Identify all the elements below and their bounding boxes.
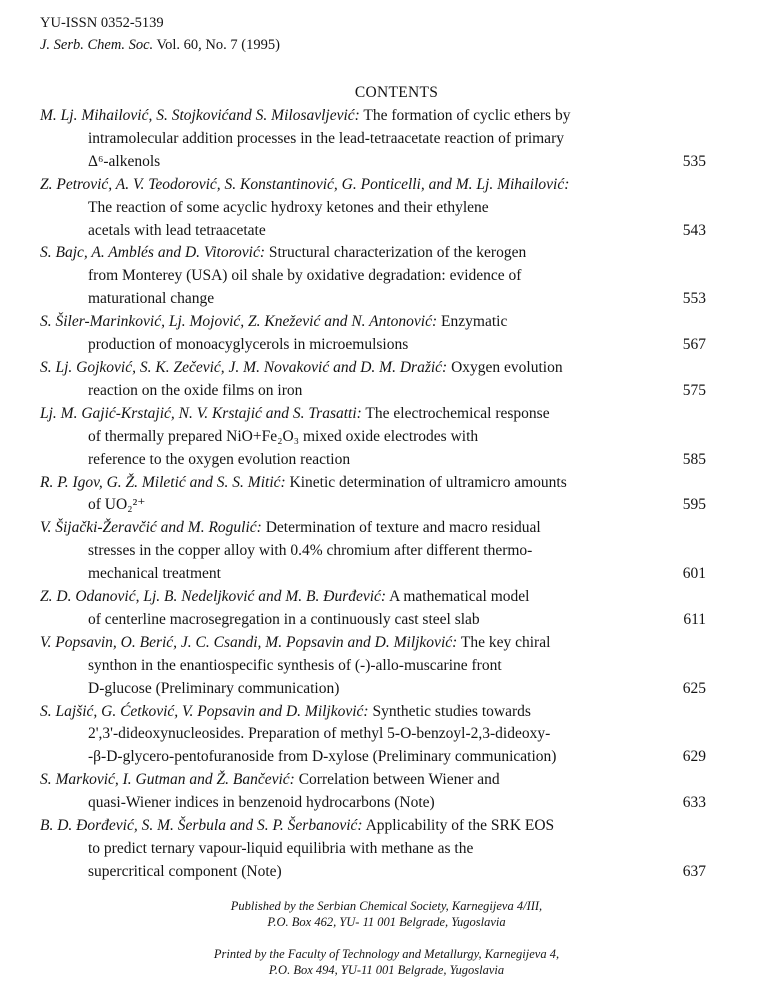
- entry-title-line: [40, 380, 710, 403]
- entry-page-number: 567: [682, 336, 706, 354]
- entry-page-number: 601: [682, 565, 706, 583]
- entry-title-text: maturational change: [88, 290, 215, 308]
- entry-first-line: [40, 815, 710, 838]
- publisher-note: [0, 898, 773, 930]
- entry-authors: Lj. M. Gajić-Krstajić, N. V. Krstajić and S. Trasatti:: [40, 404, 362, 422]
- entry-title-text: The reaction of some acyclic hydroxy ketones and their ethylene: [88, 198, 489, 216]
- printer-line-1: Printed by the Faculty of Technology and Metallurgy, Karnegijeva 4,: [213, 947, 560, 961]
- entry-title-text: synthon in the enantiospecific synthesis of (-)-allo-muscarine front: [88, 656, 502, 674]
- toc-entry: [40, 632, 710, 701]
- entry-page-number: 625: [682, 679, 706, 697]
- journal-header: [40, 12, 280, 56]
- printer-line-2: P.O. Box 494, YU-11 001 Belgrade, Yugoslavia: [268, 963, 505, 977]
- entry-authors: R. P. Igov, G. Ž. Miletić and S. S. Mitić:: [40, 473, 286, 491]
- entry-authors: V. Popsavin, O. Berić, J. C. Csandi, M. Popsavin and D. Miljković:: [40, 633, 458, 651]
- entry-title-text: Δ⁶-alkenols: [88, 152, 161, 170]
- toc-entry: [40, 403, 710, 472]
- entry-title-line: [40, 151, 710, 174]
- entry-authors: S. Bajc, A. Amblés and D. Vitorović:: [40, 244, 265, 262]
- entry-first-line: [40, 242, 710, 265]
- entry-authors: B. D. Đorđević, S. M. Šerbula and S. P. Šerbanović:: [40, 817, 363, 835]
- entry-first-line: [40, 105, 710, 128]
- entry-first-line: [40, 632, 710, 655]
- entry-page-number: 637: [682, 862, 706, 880]
- entry-page-number: 575: [682, 381, 706, 399]
- entry-page-number: 543: [682, 221, 706, 239]
- entry-title-text: reaction on the oxide films on iron: [88, 381, 303, 399]
- entry-title-line: [40, 265, 710, 288]
- entry-title-line: [40, 746, 710, 769]
- printer-note: [0, 946, 773, 978]
- entry-title-line: [40, 449, 710, 472]
- entry-authors: Z. D. Odanović, Lj. B. Nedeljković and M. B. Đurđević:: [40, 588, 387, 606]
- entry-title-text: to predict ternary vapour-liquid equilibria with methane as the: [88, 840, 474, 857]
- toc-entry: [40, 472, 710, 518]
- entry-title-text: D-glucose (Preliminary communication): [88, 679, 340, 697]
- entry-title-text: intramolecular addition processes in the lead-tetraacetate reaction of primary: [88, 129, 564, 147]
- journal-volume: Vol. 60, No. 7 (1995): [156, 37, 280, 53]
- entry-title-text: reference to the oxygen evolution reaction: [88, 450, 351, 468]
- toc-entry: [40, 357, 710, 403]
- entry-title-line: [40, 563, 710, 586]
- entry-authors: S. Lajšić, G. Ćetković, V. Popsavin and D. Miljković:: [40, 702, 369, 720]
- entry-first-line: [40, 311, 710, 334]
- entry-page-number: 553: [682, 290, 706, 308]
- toc-entry: [40, 242, 710, 311]
- entry-title-line: [40, 723, 710, 746]
- entry-page-number: 633: [682, 794, 706, 812]
- entry-title-text: A mathematical model: [386, 588, 530, 606]
- entry-title-text: The formation of cyclic ethers by: [359, 107, 571, 124]
- toc-entry: [40, 517, 710, 586]
- toc-entry: [40, 311, 710, 357]
- entry-authors: M. Lj. Mihailović, S. Stojkovićand S. Milosavljević:: [40, 107, 360, 124]
- entry-title-line: [40, 494, 710, 517]
- entry-page-number: 585: [682, 450, 706, 468]
- entry-title-text: 2',3'-dideoxynucleosides. Preparation of methyl 5-O-benzoyl-2,3-dideoxy-: [88, 725, 551, 743]
- toc-entry: [40, 701, 710, 770]
- entry-title-text: -β-D-glycero-pentofuranoside from D-xylose (Preliminary communication): [88, 748, 557, 766]
- entry-title-text: Structural characterization of the kerogen: [265, 244, 527, 262]
- entry-title-text: Determination of texture and macro residual: [261, 519, 541, 537]
- entry-first-line: [40, 769, 710, 792]
- entry-title-line: [40, 220, 710, 243]
- entry-title-line: [40, 288, 710, 311]
- entry-first-line: [40, 403, 710, 426]
- issn-line: YU-ISSN 0352-5139: [40, 15, 164, 31]
- entry-title-line: [40, 678, 710, 701]
- entry-title-line: [40, 197, 710, 220]
- entry-authors: S. Lj. Gojković, S. K. Zečević, J. M. Novaković and D. M. Dražić:: [40, 358, 448, 376]
- toc-entry: [40, 105, 710, 174]
- entry-title-text: from Monterey (USA) oil shale by oxidative degradation: evidence of: [88, 267, 522, 285]
- entry-title-text: quasi-Wiener indices in benzenoid hydrocarbons (Note): [88, 794, 435, 812]
- entry-first-line: [40, 586, 710, 609]
- publisher-line-1: Published by the Serbian Chemical Society, Karnegijeva 4/III,: [230, 899, 543, 913]
- entry-title-text: The electrochemical response: [361, 404, 550, 422]
- entry-title-text: The key chiral: [457, 633, 551, 651]
- entry-title-text: Applicability of the SRK EOS: [362, 817, 555, 835]
- toc-entry: [40, 174, 710, 243]
- toc-entry: [40, 586, 710, 632]
- entry-authors: S. Šiler-Marinković, Lj. Mojović, Z. Knežević and N. Antonović:: [40, 313, 438, 331]
- entry-authors: S. Marković, I. Gutman and Ž. Bančević:: [40, 771, 295, 789]
- entry-title-text: acetals with lead tetraacetate: [88, 221, 266, 239]
- entry-page-number: 535: [682, 152, 706, 170]
- entry-title-line: [40, 861, 710, 884]
- entry-title-text: production of monoacyglycerols in microemulsions: [88, 336, 409, 354]
- entry-title-text: Kinetic determination of ultramicro amounts: [285, 473, 567, 491]
- entry-title-text: Oxygen evolution: [447, 358, 563, 376]
- entry-authors: Z. Petrović, A. V. Teodorović, S. Konstantinović, G. Ponticelli, and M. Lj. Mihailović:: [40, 175, 570, 193]
- entry-title-line: [40, 792, 710, 815]
- entry-title-line: [40, 540, 710, 563]
- toc-entry: [40, 815, 710, 884]
- entry-title-text: supercritical component (Note): [88, 862, 282, 880]
- table-of-contents: [40, 105, 710, 884]
- journal-citation: [40, 34, 280, 56]
- entry-title-line: [40, 426, 710, 449]
- entry-first-line: [40, 472, 710, 495]
- entry-first-line: [40, 701, 710, 724]
- entry-title-line: [40, 334, 710, 357]
- entry-title-line: [40, 128, 710, 151]
- entry-title-text: of centerline macrosegregation in a continuously cast steel slab: [88, 610, 480, 628]
- entry-page-number: 629: [682, 748, 706, 766]
- publisher-line-2: P.O. Box 462, YU- 11 001 Belgrade, Yugoslavia: [267, 915, 506, 929]
- entry-first-line: [40, 517, 710, 540]
- entry-title-text: stresses in the copper alloy with 0.4% chromium after different thermo-: [88, 542, 533, 560]
- toc-entry: [40, 769, 710, 815]
- entry-first-line: [40, 357, 710, 380]
- entry-title-text: Synthetic studies towards: [368, 702, 531, 720]
- entry-title-line: [40, 838, 710, 861]
- entry-title-text: Correlation between Wiener and: [294, 771, 500, 789]
- entry-title-line: [40, 609, 710, 632]
- entry-page-number: 595: [682, 496, 706, 514]
- journal-name: J. Serb. Chem. Soc.: [40, 37, 154, 53]
- entry-title-text: mechanical treatment: [88, 565, 221, 583]
- entry-authors: V. Šijački-Žeravčić and M. Rogulić:: [40, 519, 262, 537]
- contents-title: CONTENTS: [354, 84, 439, 101]
- entry-title-text: Enzymatic: [437, 313, 508, 331]
- entry-title-text: of thermally prepared NiO+Fe₂O₃ mixed oxide electrodes with: [88, 427, 479, 445]
- entry-page-number: 611: [683, 610, 706, 628]
- entry-title-line: [40, 655, 710, 678]
- entry-first-line: [40, 174, 710, 197]
- entry-title-text: of UO₂²⁺: [88, 496, 146, 514]
